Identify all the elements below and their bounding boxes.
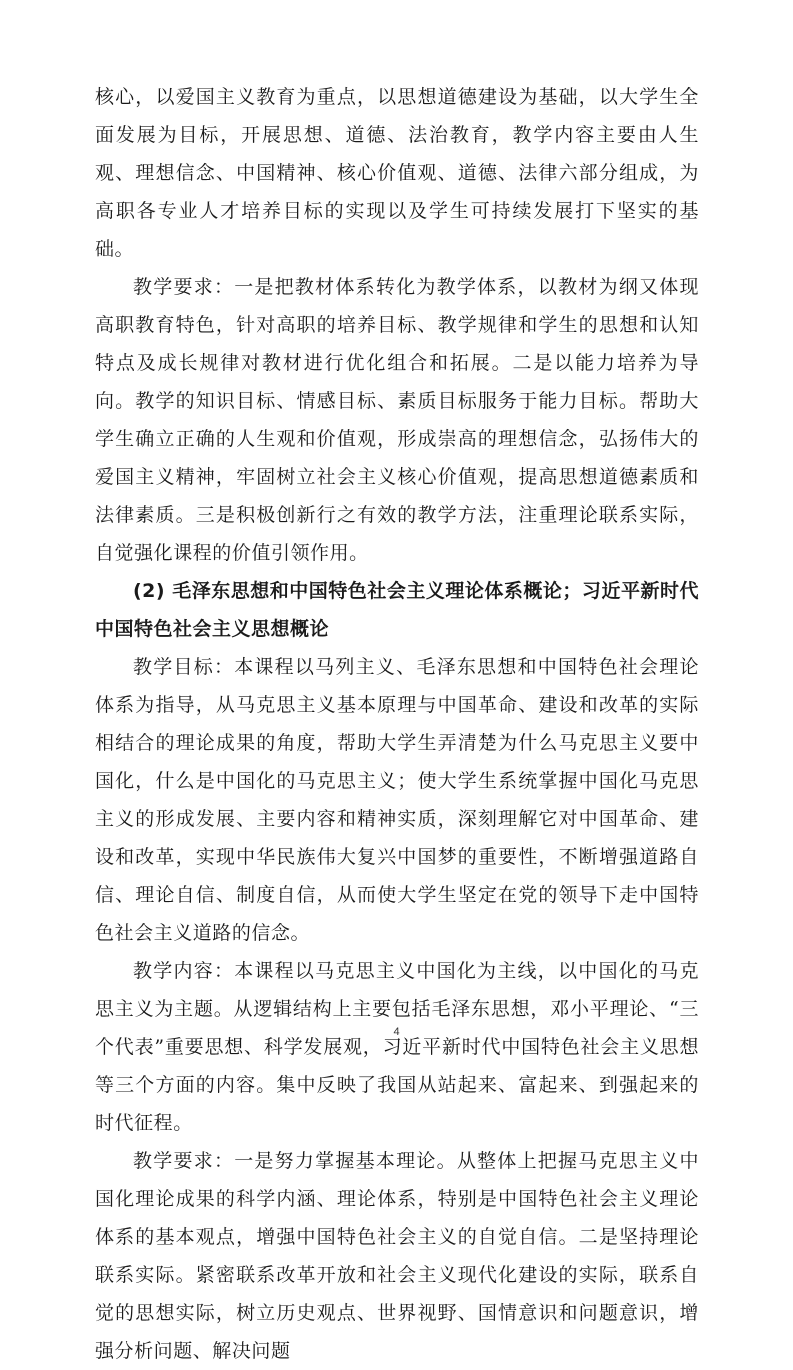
body-text xyxy=(95,78,699,1370)
paragraph-teaching-content: 教学内容：本课程以马克思主义中国化为主线，以中国化的马克思主义为主题。从逻辑结构上主要包括毛泽东思想，邓小平理论、“三个代表”重要思想、科学发展观，习近平新时代中国特色社会主义思想等三个方面的内容。集中反映了我国从站起来、富起来、到强起来的时代征程。 xyxy=(95,960,699,1134)
section-heading: (2) 毛泽东思想和中国特色社会主义理论体系概论；习近平新时代中国特色社会主义思想概论 xyxy=(95,580,699,640)
paragraph-continuation: 核心，以爱国主义教育为重点，以思想道德建设为基础，以大学生全面发展为目标，开展思想、道德、法治教育，教学内容主要由人生观、理想信念、中国精神、核心价值观、道德、法律六部分组成，为高职各专业人才培养目标的实现以及学生可持续发展打下坚实的基础。 xyxy=(95,86,699,260)
paragraph-teaching-requirements-2: 教学要求：一是努力掌握基本理论。从整体上把握马克思主义中国化理论成果的科学内涵、理论体系，特别是中国特色社会主义理论体系的基本观点，增强中国特色社会主义的自觉自信。二是坚持理论联系实际。紧密联系改革开放和社会主义现代化建设的实际，联系自觉的思想实际，树立历史观点、世界视野、国情意识和问题意识，增强分析问题、解决问题 xyxy=(95,1150,699,1362)
paragraph-teaching-requirements-1: 教学要求：一是把教材体系转化为教学体系，以教材为纲又体现高职教育特色，针对高职的培养目标、教学规律和学生的思想和认知特点及成长规律对教材进行优化组合和拓展。二是以能力培养为导向。教学的知识目标、情感目标、素质目标服务于能力目标。帮助大学生确立正确的人生观和价值观，形成崇高的理想信念，弘扬伟大的爱国主义精神，牢固树立社会主义核心价值观，提高思想道德素质和法律素质。三是积极创新行之有效的教学方法，注重理论联系实际，自觉强化课程的价值引领作用。 xyxy=(95,276,699,564)
page-number: 4 xyxy=(393,1026,400,1038)
paragraph-teaching-objectives: 教学目标：本课程以马列主义、毛泽东思想和中国特色社会理论体系为指导，从马克思主义基本原理与中国革命、建设和改革的实际相结合的理论成果的角度，帮助大学生弄清楚为什么马克思主义要中国化，什么是中国化的马克思主义；使大学生系统掌握中国化马克思主义的形成发展、主要内容和精神实质，深刻理解它对中国革命、建设和改革，实现中华民族伟大复兴中国梦的重要性，不断增强道路自信、理论自信、制度自信，从而使大学生坚定在党的领导下走中国特色社会主义道路的信念。 xyxy=(95,656,699,944)
